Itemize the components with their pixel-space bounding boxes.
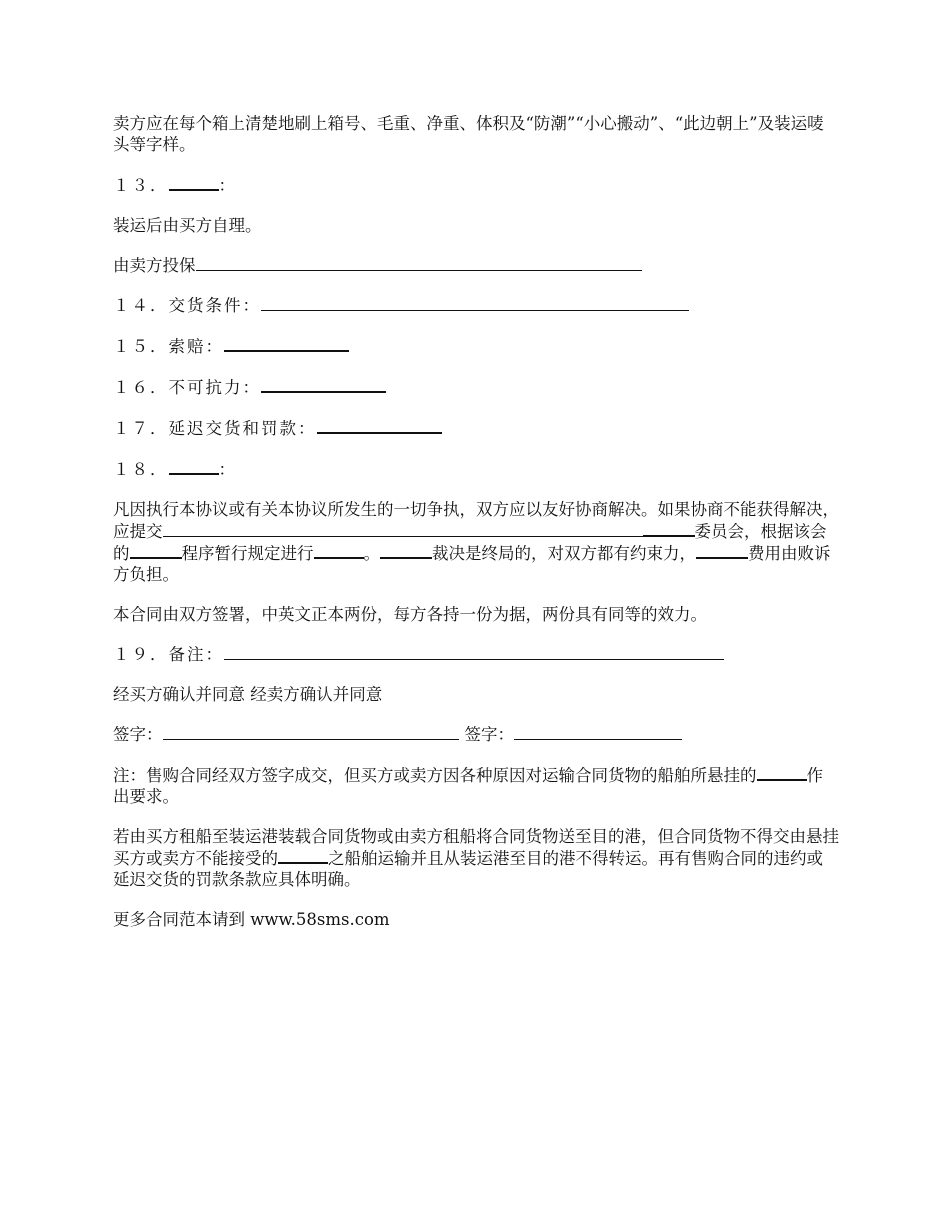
note-1-text-2: 作出要求。 <box>113 766 823 806</box>
item-15-label: １５．索赔： <box>113 337 224 356</box>
note-1-paragraph <box>113 764 839 807</box>
item-14 <box>113 295 839 316</box>
signature-line <box>113 724 839 745</box>
arbitration-blank-commission-2[interactable] <box>643 520 695 537</box>
marking-paragraph: 卖方应在每个箱上清楚地刷上箱号、毛重、净重、体积及“防潮”“小心搬动”、“此边朝上”及装运唛头等字样。 <box>113 114 824 154</box>
arbitration-blank-award[interactable] <box>380 542 432 559</box>
item-17 <box>113 417 839 439</box>
arbitration-text-1: 凡因执行本协议或有关本协议所发生的一切争执，双方应以友好协商解决。如果协商不能获得解决，应提交 <box>113 500 839 541</box>
arbitration-blank-commission-1[interactable] <box>163 521 643 537</box>
item-14-label: １４．交货条件： <box>113 296 261 315</box>
note-2-text-2: 之船舶运输并且从装运港至目的港不得转运。再有售购合同的违约或延迟交货的罚款条款应具体明确。 <box>113 849 823 889</box>
buyer-signature-blank[interactable] <box>163 724 459 740</box>
item-15-blank[interactable] <box>224 335 349 352</box>
item-13 <box>113 174 839 196</box>
item-13-number: １３． <box>113 176 169 195</box>
item-18-blank[interactable] <box>169 458 219 475</box>
document-body <box>113 113 839 949</box>
item-19 <box>113 644 839 665</box>
item-17-blank[interactable] <box>317 417 442 434</box>
item-18-colon: ： <box>218 460 235 479</box>
item-16-label: １６．不可抗力： <box>113 378 261 397</box>
item-15 <box>113 335 839 357</box>
arbitration-text-6: 费用由败诉方负担。 <box>113 544 831 584</box>
seller-signature-label: 签字： <box>464 725 514 744</box>
arbitration-text-5: 裁决是终局的，对双方都有约束力， <box>432 544 696 563</box>
item-13-colon: ： <box>218 176 235 195</box>
item-17-label: １７．延迟交货和罚款： <box>113 419 317 438</box>
copies-paragraph: 本合同由双方签署，中英文正本两份，每方各持一份为据，两份具有同等的效力。 <box>113 605 707 624</box>
arbitration-blank-proceed[interactable] <box>314 542 364 559</box>
insurance-label: 由卖方投保 <box>113 256 196 275</box>
arbitration-blank-fee[interactable] <box>696 542 748 559</box>
arbitration-text-2: 委员会，根据该会的 <box>113 522 827 563</box>
item-18 <box>113 458 839 480</box>
seller-signature-blank[interactable] <box>514 724 682 740</box>
buyer-signature-label: 签字： <box>113 725 163 744</box>
arbitration-text-3: 程序暂行规定进行 <box>181 544 314 563</box>
insurance-line <box>113 255 839 276</box>
item-19-blank[interactable] <box>224 644 724 660</box>
note-1-text-1: 注：售购合同经双方签字成交，但买方或卖方因各种原因对运输合同货物的船舶所悬挂的 <box>113 766 757 785</box>
arbitration-text-4: 。 <box>363 544 380 563</box>
item-16 <box>113 376 839 398</box>
note-1-blank[interactable] <box>757 764 807 781</box>
note-2-text-1: 若由买方租船至装运港装载合同货物或由卖方租船将合同货物送至目的港，但合同货物不得交由悬挂买方或卖方不能接受的 <box>113 827 839 868</box>
more-templates-line: 更多合同范本请到 www.58sms.com <box>113 910 390 929</box>
item-18-number: １８． <box>113 460 169 479</box>
item-13-blank[interactable] <box>169 174 219 191</box>
arbitration-blank-rules[interactable] <box>130 542 182 559</box>
item-19-label: １９．备注： <box>113 645 224 664</box>
arbitration-paragraph <box>113 499 839 585</box>
note-2-blank[interactable] <box>278 847 328 864</box>
insurance-blank[interactable] <box>196 255 642 271</box>
confirm-line: 经买方确认并同意 经卖方确认并同意 <box>113 685 383 704</box>
item-14-blank[interactable] <box>261 295 689 311</box>
note-2-paragraph <box>113 826 839 890</box>
item-16-blank[interactable] <box>261 376 386 393</box>
self-handle-paragraph: 装运后由买方自理。 <box>113 216 262 235</box>
